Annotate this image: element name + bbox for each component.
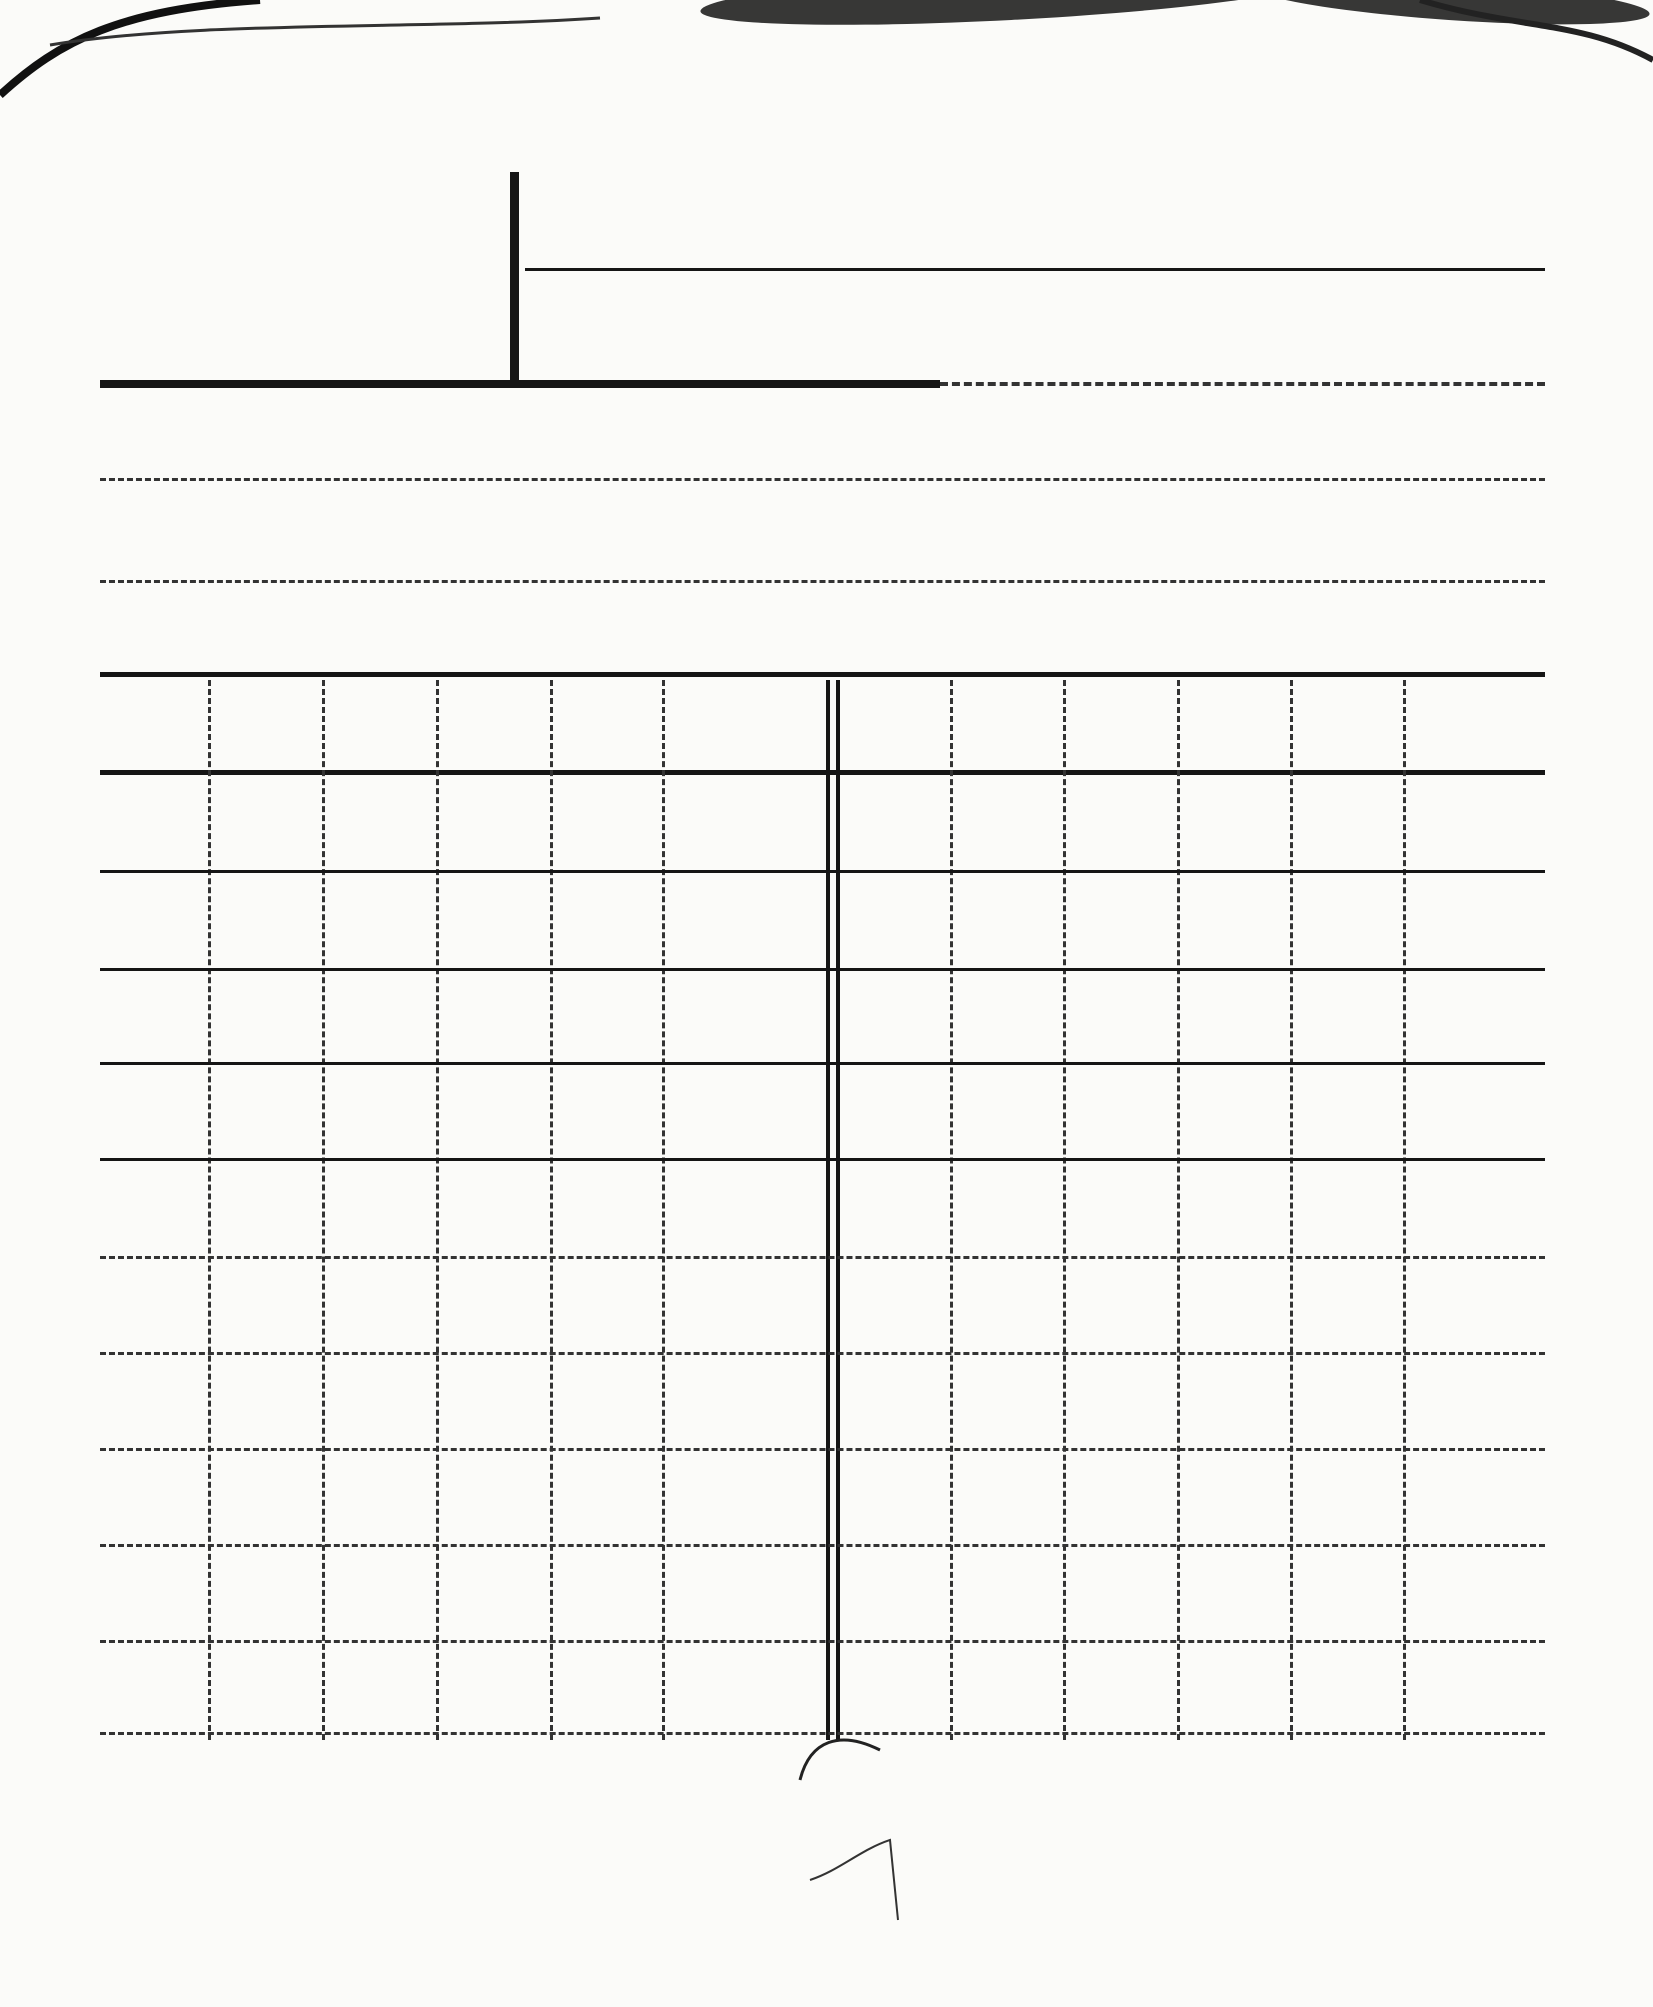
blank-line <box>100 580 1545 583</box>
row-line <box>100 1158 1545 1161</box>
column-divider <box>662 680 665 1740</box>
row-line <box>100 1640 1545 1643</box>
pencil-mark <box>780 1720 940 1950</box>
blank-line <box>100 478 1545 481</box>
header-rule-dashed <box>940 382 1545 386</box>
row-line <box>100 1062 1545 1065</box>
row-line <box>100 1352 1545 1355</box>
column-divider <box>950 680 953 1740</box>
column-divider <box>550 680 553 1740</box>
title-underline <box>525 268 1545 271</box>
column-divider <box>436 680 439 1740</box>
table-header-rule <box>100 770 1545 775</box>
column-divider <box>1177 680 1180 1740</box>
row-line <box>100 1544 1545 1547</box>
row-line <box>100 1448 1545 1451</box>
header-rule <box>100 380 940 388</box>
torn-edge-curve <box>0 0 1653 140</box>
column-divider <box>1403 680 1406 1740</box>
signature-divider <box>510 172 519 382</box>
row-line <box>100 1256 1545 1259</box>
column-divider <box>1063 680 1066 1740</box>
row-line <box>100 968 1545 971</box>
column-divider <box>322 680 325 1740</box>
table-top-rule <box>100 672 1545 677</box>
row-line <box>100 870 1545 873</box>
center-divider <box>826 680 830 1740</box>
center-divider <box>836 680 840 1740</box>
column-divider <box>1290 680 1293 1740</box>
column-divider <box>208 680 211 1740</box>
